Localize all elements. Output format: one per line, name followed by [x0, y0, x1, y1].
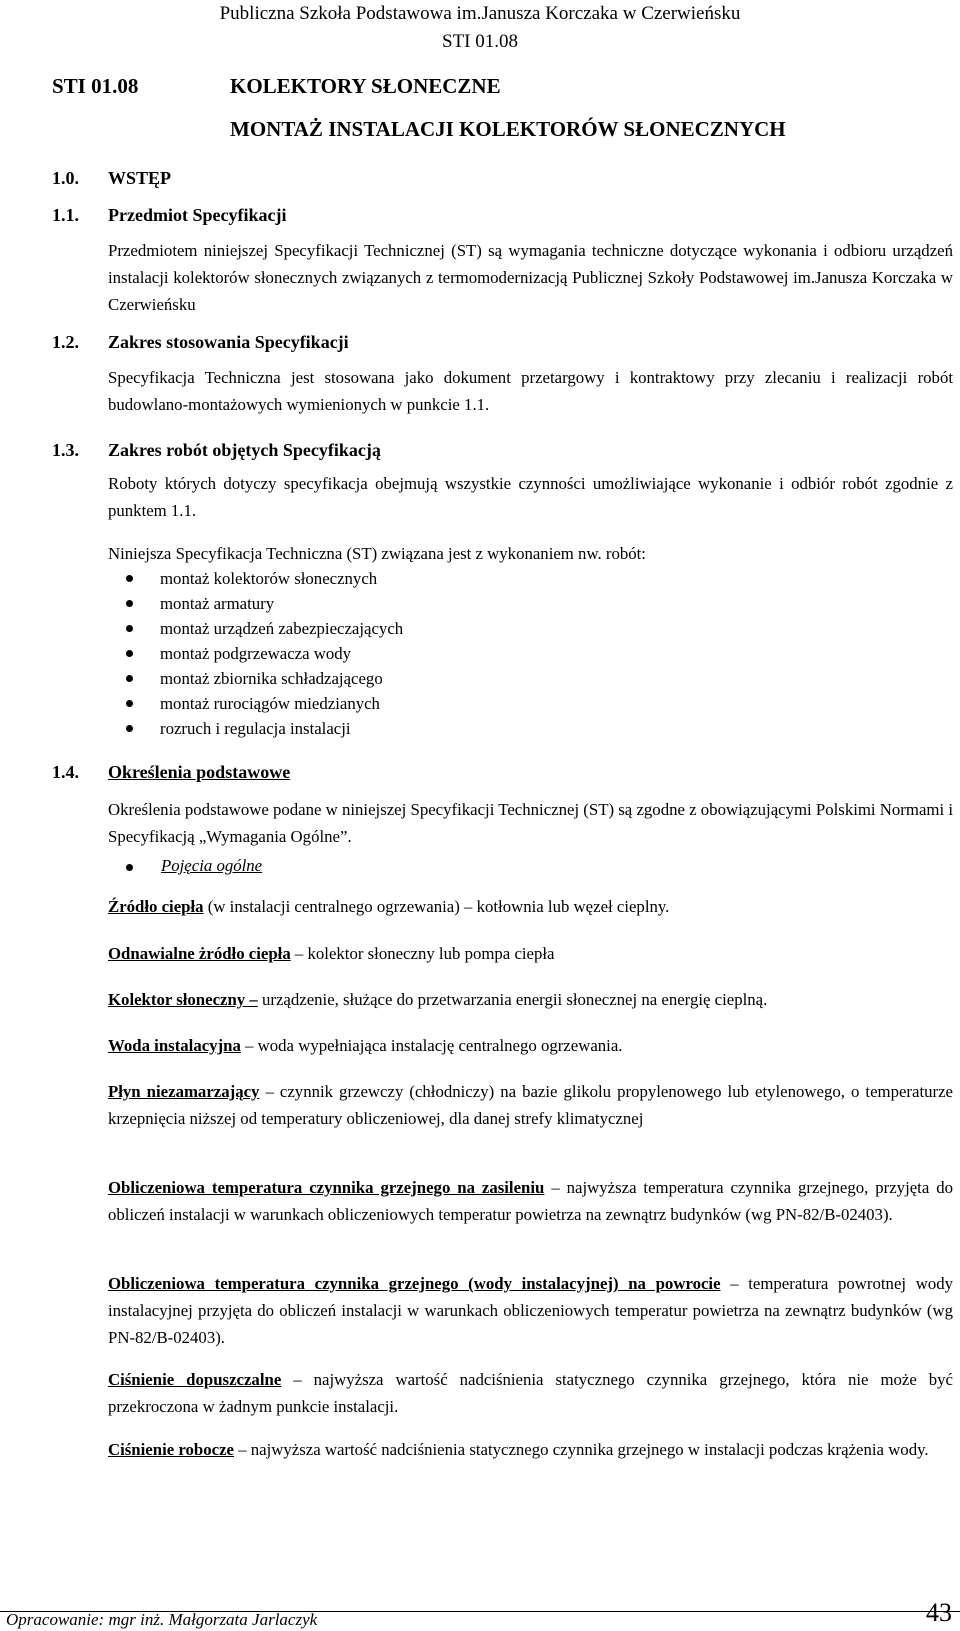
section-1-4-heading [52, 762, 290, 783]
definition: Płyn niezamarzający – czynnik grzewczy (chłodniczy) na bazie glikolu propylenowego lub etylenowego, o temperaturze krzepnięcia niższej od temperatury obliczeniowej, dla danej strefy klimatycznej [108, 1082, 953, 1128]
section-1-2-heading [52, 332, 349, 353]
section-number: 1.2. [52, 332, 79, 352]
section-number: 1.1. [52, 205, 79, 225]
section-1-3-heading [52, 440, 381, 461]
list-item: montaż rurociągów miedzianych [108, 691, 403, 716]
definition: Ciśnienie robocze – najwyższa wartość nadciśnienia statycznego czynnika grzejnego w instalacji podczas krążenia wody. [108, 1440, 929, 1459]
page-number: 43 [926, 1598, 952, 1627]
bullet-icon [126, 650, 133, 657]
bullet-icon [126, 864, 133, 871]
header-school: Publiczna Szkoła Podstawowa im.Janusza Korczaka w Czerwieńsku [219, 3, 741, 24]
footer-author: Opracowanie: mgr inż. Małgorzata Jarlaczyk [6, 1610, 318, 1629]
bullet-icon [126, 575, 133, 582]
definition: Źródło ciepła (w instalacji centralnego ogrzewania) – kotłownia lub węzeł cieplny. [108, 897, 670, 916]
section-1-4-text: Określenia podstawowe podane w niniejszej Specyfikacji Technicznej (ST) są zgodne z obowiązującymi Polskimi Normami i Specyfikacją „Wymagania Ogólne”. [108, 800, 953, 846]
definition: Obliczeniowa temperatura czynnika grzejnego na zasileniu – najwyższa temperatura czynnika grzejnego, przyjęta do obliczeń instalacji w warunkach obliczeniowych temperatur powietrza na zewnątrz budynków (wg PN-82/B-02403). [108, 1178, 953, 1224]
list-item: montaż podgrzewacza wody [108, 641, 403, 666]
bullet-icon [126, 675, 133, 682]
page-header [0, 0, 960, 56]
section-1-3-text-2: Niniejsza Specyfikacja Techniczna (ST) związana jest z wykonaniem nw. robót: [108, 544, 646, 563]
section-1-1-text: Przedmiotem niniejszej Specyfikacji Technicznej (ST) są wymagania techniczne dotyczące wykonania i odbioru urządzeń instalacji kolektorów słonecznych związanych z termomodernizacją Publicznej Szkoły Podstawowej im.Janusza Korczaka w Czerwieńsku [108, 241, 953, 314]
section-1-1-heading [52, 205, 286, 226]
list-item: montaż zbiornika schładzającego [108, 666, 403, 691]
bullet-icon [126, 625, 133, 632]
section-title: Przedmiot Specyfikacji [108, 205, 287, 225]
pojecia-label: Pojęcia ogólne [161, 856, 263, 875]
doc-code: STI 01.08 [52, 74, 139, 98]
section-number: 1.3. [52, 440, 79, 460]
works-list [108, 566, 403, 741]
doc-title-1: KOLEKTORY SŁONECZNE [230, 74, 501, 98]
section-title: Zakres robót objętych Specyfikacją [108, 440, 381, 460]
definition: Odnawialne żródło ciepła – kolektor słoneczny lub pompa ciepła [108, 944, 555, 963]
list-item: montaż kolektorów słonecznych [108, 566, 403, 591]
bullet-icon [126, 725, 133, 732]
bullet-icon [126, 600, 133, 607]
definition: Obliczeniowa temperatura czynnika grzejnego (wody instalacyjnej) na powrocie – temperatura powrotnej wody instalacyjnej przyjęta do obliczeń instalacji w warunkach obliczeniowych temperatur powietrza na zewnątrz budynków (wg PN-82/B-02403). [108, 1274, 953, 1347]
section-title: WSTĘP [108, 168, 172, 188]
list-item: rozruch i regulacja instalacji [108, 716, 403, 741]
section-number: 1.4. [52, 762, 79, 782]
section-1-0-heading [52, 168, 171, 189]
pojecia-ogolne [108, 856, 262, 876]
section-1-3-text-1: Roboty których dotyczy specyfikacja obejmują wszystkie czynności umożliwiające wykonanie i odbiór robót zgodnie z punktem 1.1. [108, 474, 953, 520]
header-code: STI 01.08 [442, 31, 518, 52]
section-title: Zakres stosowania Specyfikacji [108, 332, 349, 352]
doc-title-2: MONTAŻ INSTALACJI KOLEKTORÓW SŁONECZNYCH [230, 117, 786, 141]
section-title: Określenia podstawowe [108, 762, 291, 782]
definition: Kolektor słoneczny – urządzenie, służące do przetwarzania energii słonecznej na energię cieplną. [108, 990, 768, 1009]
bullet-icon [126, 700, 133, 707]
definition: Woda instalacyjna – woda wypełniająca instalację centralnego ogrzewania. [108, 1036, 623, 1055]
section-1-2-text: Specyfikacja Techniczna jest stosowana jako dokument przetargowy i kontraktowy przy zlecaniu i realizacji robót budowlano-montażowych wymienionych w punkcie 1.1. [108, 368, 953, 414]
section-number: 1.0. [52, 168, 79, 188]
list-item: montaż armatury [108, 591, 403, 616]
definition: Ciśnienie dopuszczalne – najwyższa wartość nadciśnienia statycznego czynnika grzejnego, która nie może być przekroczona w żadnym punkcie instalacji. [108, 1370, 953, 1416]
list-item: montaż urządzeń zabezpieczających [108, 616, 403, 641]
